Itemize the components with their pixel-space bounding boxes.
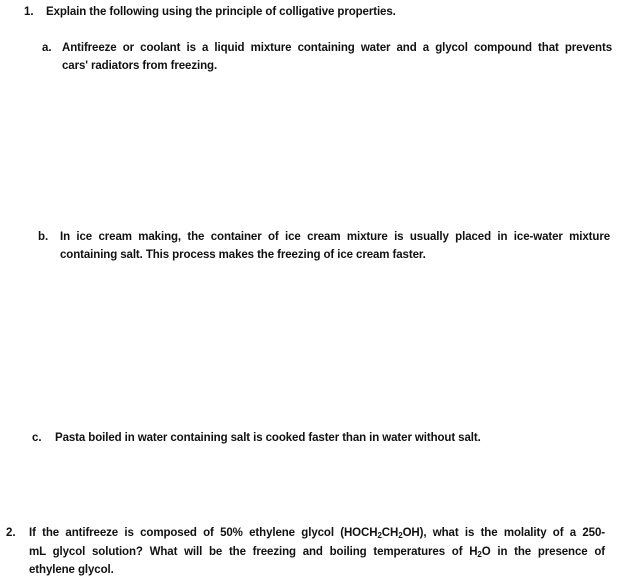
item-a-letter: a. [42,42,52,54]
item-a-line-2: cars' radiators from freezing. [62,60,218,72]
item-a-line-1: Antifreeze or coolant is a liquid mixture containing water and a glycol compound that prevents [62,42,612,54]
item-b-line-1: In ice cream making, the container of ice cream mixture is usually placed in ice-water mixture [60,231,610,243]
item-b-line-2: containing salt. This process makes the freezing of ice cream faster. [60,249,426,261]
item-b-letter: b. [38,231,49,243]
question-2-number: 2. [6,527,16,539]
item-c-letter: c. [32,432,42,444]
question-2-line-1: If the antifreeze is composed of 50% ethylene glycol $(HOCH_2CH_2OH)$, what is the molality of a 250- [29,527,606,540]
question-1-number: 1. [24,6,34,18]
item-c-line-1: Pasta boiled in water containing salt is cooked faster than in water without salt. [55,432,481,444]
question-2-line-2: mL glycol solution? What will be the freezing and boiling temperatures of $H_2O$ in the presence of [29,546,605,559]
question-1-text: Explain the following using the principle of colligative properties. [46,6,396,18]
question-2-line-3: ethylene glycol. [29,564,114,576]
